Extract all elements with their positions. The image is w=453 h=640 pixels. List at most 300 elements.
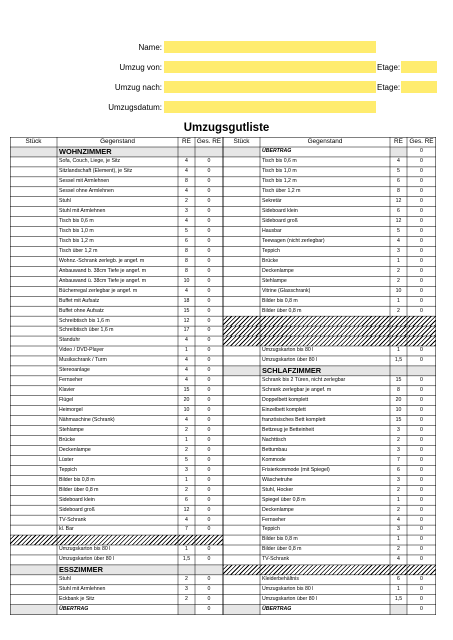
ges-re-value: 0 [420, 456, 423, 463]
header-re: RE [182, 137, 191, 145]
ges-re-value: 0 [207, 337, 211, 344]
qty-cell[interactable] [223, 247, 260, 257]
item-name: Sekretär [262, 198, 282, 205]
umzug-von-label: Umzug von: [119, 63, 162, 72]
item-name: kl. Bar [59, 526, 74, 533]
qty-cell[interactable] [223, 575, 260, 585]
ges-re-value: 0 [207, 486, 211, 493]
qty-cell[interactable] [223, 187, 260, 197]
qty-cell[interactable] [10, 276, 57, 286]
ges-re-value: 0 [207, 556, 211, 563]
qty-cell[interactable] [223, 276, 260, 286]
re-value: 20 [395, 397, 402, 404]
ges-re-value: 0 [420, 307, 423, 314]
ges-re-value: 0 [420, 576, 423, 583]
ges-re-value: 0 [420, 287, 423, 294]
item-name: Einzelbett komplett [262, 407, 306, 414]
qty-cell[interactable] [223, 535, 260, 545]
qty-cell[interactable] [10, 426, 57, 436]
etage-nach-field[interactable] [401, 81, 437, 93]
qty-cell[interactable] [10, 366, 57, 376]
qty-cell[interactable] [10, 585, 57, 595]
item-name: Bücherregal zerlegbar je angef. m [59, 287, 138, 294]
re-value: 6 [397, 466, 400, 473]
ges-re-value: 0 [207, 297, 211, 304]
qty-cell[interactable] [10, 316, 57, 326]
qty-cell[interactable] [223, 475, 260, 485]
qty-cell[interactable] [10, 207, 57, 217]
ges-re-value: 0 [420, 257, 423, 264]
umzugsdatum-row [0, 101, 453, 116]
re-value: 4 [397, 556, 400, 563]
item-name: Umzugskarton bis 80 l [262, 586, 314, 593]
re-value: 1 [185, 476, 188, 483]
qty-cell[interactable] [223, 306, 260, 316]
re-value: 2 [185, 198, 188, 205]
uebertrag-re-cell [390, 605, 407, 615]
ges-re-value: 0 [207, 307, 211, 314]
ges-re-value: 0 [420, 168, 423, 175]
item-name: Bettzeug je Betteinheit [262, 426, 314, 433]
re-value: 1 [397, 297, 400, 304]
uebertrag-total: 0 [207, 606, 211, 613]
hatched-row [223, 316, 436, 326]
re-value: 2 [185, 576, 188, 583]
item-name: Bilder bis 0,8 m [262, 536, 298, 543]
item-name: Hausbar [262, 227, 282, 234]
item-name: Sessel mit Armlehnen [59, 178, 110, 185]
re-value: 18 [183, 297, 190, 304]
qty-cell[interactable] [223, 455, 260, 465]
umzugsdatum-label: Umzugsdatum: [108, 103, 162, 112]
ges-re-value: 0 [420, 347, 423, 354]
qty-cell[interactable] [223, 256, 260, 266]
qty-cell[interactable] [10, 247, 57, 257]
re-value: 10 [183, 407, 190, 414]
item-name: Frisierkommode (mit Spiegel) [262, 466, 330, 473]
item-name: Umzugskarton bis 80 l [262, 347, 314, 354]
qty-cell[interactable] [10, 346, 57, 356]
ges-re-value: 0 [420, 486, 423, 493]
qty-cell[interactable] [223, 386, 260, 396]
ges-re-value: 0 [420, 247, 423, 254]
re-value: 10 [395, 407, 402, 414]
qty-cell[interactable] [223, 207, 260, 217]
uebertrag-total: 0 [420, 148, 423, 155]
re-value: 8 [185, 257, 188, 264]
hatched-row [223, 336, 436, 346]
ges-re-value: 0 [207, 208, 211, 215]
ges-re-value: 0 [420, 218, 423, 224]
ges-re-value: 0 [207, 446, 211, 453]
item-name: TV-Schrank [262, 556, 290, 563]
qty-cell[interactable] [10, 227, 57, 237]
item-name: Standuhr [59, 337, 81, 344]
qty-cell[interactable] [223, 465, 260, 475]
qty-cell[interactable] [10, 187, 57, 197]
name-field[interactable] [164, 41, 376, 53]
re-value: 2 [185, 426, 188, 433]
qty-cell[interactable] [10, 396, 57, 406]
qty-cell[interactable] [10, 167, 57, 177]
re-value: 2 [185, 596, 188, 603]
ges-re-value: 0 [420, 178, 423, 185]
qty-cell[interactable] [10, 177, 57, 187]
re-value: 3 [397, 526, 400, 533]
re-value: 3 [185, 586, 188, 593]
qty-cell[interactable] [10, 485, 57, 495]
item-name: Umzugskarton über 80 l [59, 556, 115, 563]
qty-cell[interactable] [10, 386, 57, 396]
re-value: 20 [183, 397, 190, 404]
section-qty-cell [223, 366, 260, 376]
item-name: Flügel [59, 397, 74, 404]
re-value: 15 [183, 387, 190, 394]
ges-re-value: 0 [420, 556, 423, 563]
qty-cell[interactable] [10, 266, 57, 276]
item-name: Bilder bis 0,8 m [262, 297, 298, 304]
qty-cell[interactable] [10, 376, 57, 386]
re-value: 3 [397, 476, 400, 483]
re-value: 8 [185, 267, 188, 274]
re-value: 1 [397, 496, 400, 503]
item-name: Schrank bis 2 Türen, nicht zerlegbar [262, 377, 346, 384]
re-value: 12 [395, 218, 402, 224]
qty-cell[interactable] [223, 266, 260, 276]
re-value: 6 [185, 237, 188, 244]
ges-re-value: 0 [420, 536, 423, 543]
item-name: Sideboard groß [59, 506, 95, 513]
qty-cell[interactable] [223, 436, 260, 446]
qty-cell[interactable] [10, 416, 57, 426]
re-value: 8 [185, 178, 188, 185]
uebertrag-qty-cell [223, 147, 260, 157]
qty-cell[interactable] [223, 505, 260, 515]
ges-re-value: 0 [420, 436, 423, 443]
re-value: 1 [185, 546, 188, 553]
ges-re-value: 0 [207, 257, 211, 264]
qty-cell[interactable] [223, 167, 260, 177]
item-name: Lüster [59, 456, 74, 463]
item-name: Stuhl mit Armlehnen [59, 586, 106, 593]
re-value: 6 [185, 496, 188, 503]
ges-re-value: 0 [207, 198, 211, 205]
qty-cell[interactable] [223, 406, 260, 416]
re-value: 1 [185, 347, 188, 354]
qty-cell[interactable] [223, 416, 260, 426]
name-label: Name: [138, 43, 162, 52]
header-stueck: Stück [25, 137, 42, 145]
re-value: 12 [183, 506, 190, 513]
ges-re-value: 0 [420, 446, 423, 453]
re-value: 4 [397, 237, 400, 244]
qty-cell[interactable] [10, 296, 57, 306]
re-value: 2 [397, 506, 400, 513]
qty-cell[interactable] [10, 465, 57, 475]
ges-re-value: 0 [207, 218, 211, 224]
qty-cell[interactable] [223, 525, 260, 535]
ges-re-value: 0 [420, 297, 423, 304]
ges-re-value: 0 [207, 516, 211, 523]
qty-cell[interactable] [223, 396, 260, 406]
ges-re-value: 0 [207, 426, 211, 433]
ges-re-value: 0 [207, 387, 211, 394]
ges-re-value: 0 [420, 387, 423, 394]
qty-cell[interactable] [10, 356, 57, 366]
item-name: französisches Bett komplett [262, 417, 326, 423]
ges-re-value: 0 [207, 377, 211, 384]
re-value: 4 [397, 516, 400, 523]
re-value: 4 [185, 357, 188, 364]
qty-cell[interactable] [223, 296, 260, 306]
qty-cell[interactable] [10, 595, 57, 605]
ges-re-value: 0 [420, 546, 423, 553]
re-value: 4 [185, 516, 188, 523]
re-value: 4 [185, 417, 188, 423]
re-value: 5 [185, 227, 188, 234]
item-name: Tisch über 1,2 m [262, 188, 301, 195]
ges-re-value: 0 [420, 237, 423, 244]
qty-cell[interactable] [223, 237, 260, 247]
ges-re-value: 0 [420, 377, 423, 384]
re-value: 8 [185, 247, 188, 254]
item-name: Klavier [59, 387, 75, 394]
uebertrag-label: ÜBERTRAG [59, 606, 89, 613]
item-name: Nachttisch [262, 436, 287, 443]
uebertrag-qty-cell [10, 605, 57, 615]
item-name: Sideboard klein [262, 208, 298, 215]
umzug-nach-label: Umzug nach: [114, 83, 162, 92]
qty-cell[interactable] [223, 376, 260, 386]
ges-re-value: 0 [207, 237, 211, 244]
umzug-von-row [0, 61, 453, 76]
item-name: Umzugskarton bis 80 l [59, 546, 111, 553]
re-value: 4 [185, 158, 188, 165]
qty-cell[interactable] [10, 217, 57, 227]
qty-cell[interactable] [223, 217, 260, 227]
ges-re-value: 0 [207, 347, 211, 354]
re-value: 3 [397, 247, 400, 254]
ges-re-value: 0 [420, 208, 423, 215]
qty-cell[interactable] [223, 356, 260, 366]
qty-cell[interactable] [223, 485, 260, 495]
qty-cell[interactable] [10, 545, 57, 555]
qty-cell[interactable] [10, 455, 57, 465]
item-name: Tisch bis 0,6 m [262, 158, 297, 165]
item-name: Eckbank je Sitz [59, 596, 95, 603]
ges-re-value: 0 [420, 267, 423, 274]
ges-re-value: 0 [207, 247, 211, 254]
section-fill [390, 366, 436, 376]
qty-cell[interactable] [223, 585, 260, 595]
item-name: Deckenlampe [262, 506, 294, 513]
ges-re-value: 0 [207, 357, 211, 364]
re-value: 12 [183, 317, 190, 324]
item-name: Deckenlampe [59, 446, 91, 453]
qty-cell[interactable] [10, 475, 57, 485]
re-value: 2 [185, 446, 188, 453]
qty-cell[interactable] [10, 406, 57, 416]
qty-cell[interactable] [10, 306, 57, 316]
item-name: Sideboard klein [59, 496, 95, 503]
re-value: 6 [397, 576, 400, 583]
item-name: Tisch bis 1,2 m [262, 178, 297, 185]
item-name: Fernseher [59, 377, 83, 384]
re-value: 4 [185, 218, 188, 224]
ges-re-value: 0 [420, 596, 423, 603]
uebertrag-qty-cell [223, 605, 260, 615]
item-name: Nähmaschine (Schrank) [59, 417, 115, 423]
qty-cell[interactable] [223, 157, 260, 167]
qty-cell[interactable] [10, 515, 57, 525]
ges-re-value: 0 [420, 227, 423, 234]
qty-cell[interactable] [223, 595, 260, 605]
section-heading: SCHLAFZIMMER [260, 366, 390, 376]
item-name: Buffet ohne Aufsatz [59, 307, 104, 314]
qty-cell[interactable] [10, 256, 57, 266]
qty-cell[interactable] [10, 555, 57, 565]
qty-cell[interactable] [223, 515, 260, 525]
hatched-row [223, 565, 436, 575]
qty-cell[interactable] [10, 436, 57, 446]
item-name: Stehlampe [59, 426, 84, 433]
umzugsdatum-field[interactable] [164, 101, 376, 113]
item-name: Doppelbett komplett [262, 397, 309, 404]
qty-cell[interactable] [10, 505, 57, 515]
ges-re-value: 0 [207, 496, 211, 503]
re-value: 5 [397, 227, 400, 234]
qty-cell[interactable] [10, 446, 57, 456]
uebertrag-re-cell [178, 605, 195, 615]
ges-re-value: 0 [207, 476, 211, 483]
re-value: 3 [185, 466, 188, 473]
item-name: Tisch bis 1,0 m [59, 227, 94, 234]
item-name: Sideboard groß [262, 218, 298, 224]
item-name: Teppich [262, 526, 280, 533]
ges-re-value: 0 [207, 367, 211, 374]
re-value: 1 [185, 436, 188, 443]
header-stueck: Stück [233, 137, 250, 145]
qty-cell[interactable] [10, 237, 57, 247]
ges-re-value: 0 [207, 546, 211, 553]
etage-von-field[interactable] [401, 61, 437, 73]
item-name: Anbauwand b. 38cm Tiefe je angef. m [59, 267, 147, 274]
qty-cell[interactable] [223, 426, 260, 436]
umzug-von-field[interactable] [164, 61, 376, 73]
etage-label-von: Etage: [377, 63, 401, 72]
ges-re-value: 0 [207, 397, 211, 404]
qty-cell[interactable] [10, 525, 57, 535]
ges-re-value: 0 [207, 596, 211, 603]
qty-cell[interactable] [223, 286, 260, 296]
header-ges-re: Ges. RE [409, 137, 434, 145]
qty-cell[interactable] [10, 197, 57, 207]
ges-re-value: 0 [420, 496, 423, 503]
qty-cell[interactable] [223, 555, 260, 565]
item-name: Stereoanlage [59, 367, 90, 374]
re-value: 2 [397, 436, 400, 443]
item-name: Tisch über 1,2 m [59, 247, 98, 254]
item-name: Deckenlampe [262, 267, 294, 274]
section-heading: WOHNZIMMER [57, 147, 178, 157]
item-name: Sofa, Couch, Liege, je Sitz [59, 158, 121, 165]
ges-re-value: 0 [207, 227, 211, 234]
qty-cell[interactable] [10, 575, 57, 585]
re-value: 8 [397, 387, 400, 394]
umzug-nach-field[interactable] [164, 81, 376, 93]
ges-re-value: 0 [420, 417, 423, 423]
section-heading: ESSZIMMER [57, 565, 178, 575]
re-value: 1 [397, 536, 400, 543]
item-name: Tisch bis 0,6 m [59, 218, 94, 224]
header-gegenstand: Gegenstand [100, 137, 135, 145]
re-value: 10 [395, 287, 402, 294]
ges-re-value: 0 [207, 407, 211, 414]
qty-cell[interactable] [223, 227, 260, 237]
uebertrag-re-cell [390, 147, 407, 157]
uebertrag-label: ÜBERTRAG [262, 148, 292, 155]
ges-re-value: 0 [420, 516, 423, 523]
section-qty-cell [10, 147, 57, 157]
ges-re-value: 0 [207, 178, 211, 185]
page-title: Umzugsgutliste [183, 122, 270, 134]
item-name: Stuhl [59, 198, 71, 205]
re-value: 3 [185, 208, 188, 215]
re-value: 12 [395, 198, 402, 205]
section-fill [178, 147, 223, 157]
item-name: Umzugskarton über 80 l [262, 596, 318, 603]
ges-re-value: 0 [420, 506, 423, 513]
item-name: Schreibtisch bis 1,6 m [59, 317, 110, 324]
inventory-table [10, 137, 436, 616]
ges-re-value: 0 [207, 436, 211, 443]
qty-cell[interactable] [10, 336, 57, 346]
re-value: 3 [397, 426, 400, 433]
item-name: Sitzlandschaft (Element), je Sitz [59, 168, 133, 175]
re-value: 15 [183, 307, 190, 314]
re-value: 7 [185, 526, 188, 533]
ges-re-value: 0 [420, 158, 423, 165]
qty-cell[interactable] [10, 157, 57, 167]
qty-cell[interactable] [223, 545, 260, 555]
qty-cell[interactable] [10, 326, 57, 336]
qty-cell[interactable] [223, 177, 260, 187]
ges-re-value: 0 [420, 198, 423, 205]
item-name: Schrank zerlegbar je angef. m [262, 387, 332, 394]
item-name: Stuhl mit Armlehnen [59, 208, 106, 215]
item-name: Tisch bis 1,2 m [59, 237, 94, 244]
section-qty-cell [10, 565, 57, 575]
ges-re-value: 0 [420, 188, 423, 195]
item-name: Wohnz.-Schrank zerlegb. je angef. m [59, 257, 145, 264]
re-value: 7 [397, 456, 400, 463]
re-value: 2 [185, 486, 188, 493]
qty-cell[interactable] [223, 446, 260, 456]
qty-cell[interactable] [10, 495, 57, 505]
re-value: 15 [395, 417, 402, 423]
ges-re-value: 0 [207, 168, 211, 175]
qty-cell[interactable] [223, 495, 260, 505]
re-value: 4 [397, 158, 400, 165]
item-name: Tisch bis 1,0 m [262, 168, 297, 175]
item-name: Wäschetruhe [262, 476, 293, 483]
item-name: Stuhl [59, 576, 71, 583]
qty-cell[interactable] [223, 197, 260, 207]
qty-cell[interactable] [223, 346, 260, 356]
ges-re-value: 0 [420, 586, 423, 593]
qty-cell[interactable] [10, 286, 57, 296]
ges-re-value: 0 [420, 526, 423, 533]
